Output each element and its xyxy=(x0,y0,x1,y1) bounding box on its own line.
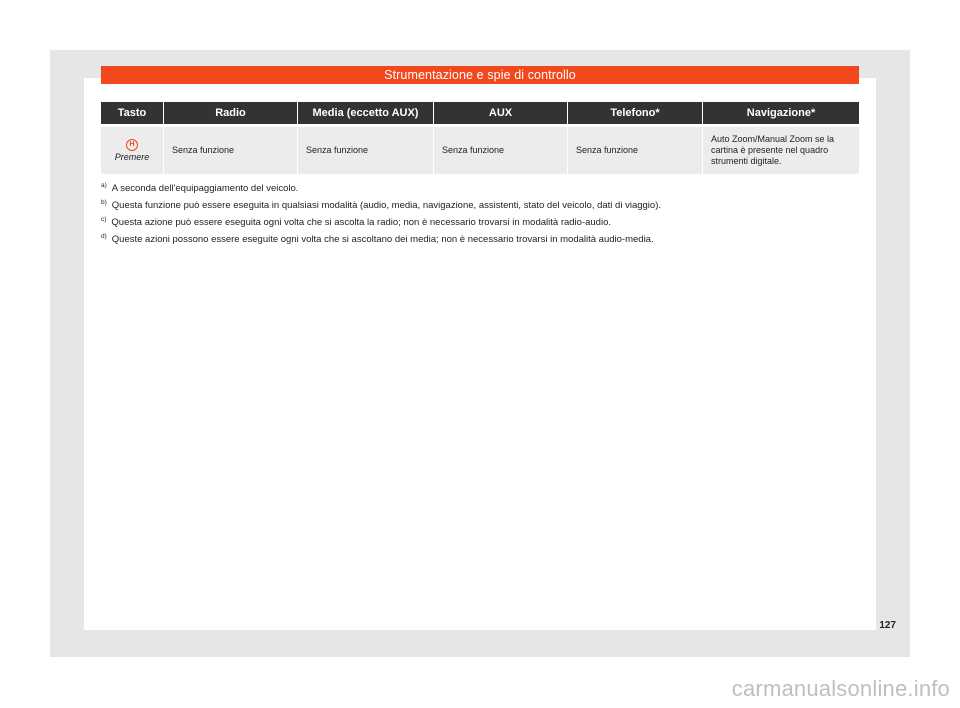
column-header-radio: Radio xyxy=(164,102,298,124)
cell-media: Senza funzione xyxy=(298,124,434,174)
column-header-telefono: Telefono* xyxy=(568,102,703,124)
table-header-row xyxy=(101,102,859,124)
h-button-icon: H xyxy=(126,139,138,151)
cell-radio: Senza funzione xyxy=(164,124,298,174)
footnote-mark: d) xyxy=(101,233,107,240)
key-action-label: Premere xyxy=(114,152,150,162)
column-header-aux: AUX xyxy=(434,102,568,124)
footnotes xyxy=(101,182,861,250)
cell-telefono: Senza funzione xyxy=(568,124,703,174)
section-title: Strumentazione e spie di controllo xyxy=(101,66,859,84)
column-header-media: Media (eccetto AUX) xyxy=(298,102,434,124)
column-header-tasto: Tasto xyxy=(101,102,164,124)
footnote-mark: b) xyxy=(101,199,107,206)
key-cell xyxy=(101,124,164,174)
column-header-navigazione: Navigazione* xyxy=(703,102,859,124)
footnote-text: Questa funzione può essere eseguita in qualsiasi modalità (audio, media, navigazione, assistenti, stato del veicolo, dati di viaggio). xyxy=(111,200,661,211)
footnote-text: A seconda dell'equipaggiamento del veicolo. xyxy=(111,183,299,194)
footnote-text: Queste azioni possono essere eseguite ogni volta che si ascoltano dei media; non è necessario trovarsi in modalità audio-media. xyxy=(111,234,654,245)
footnote-mark: c) xyxy=(101,216,107,223)
page-number: 127 xyxy=(879,620,896,631)
footnote xyxy=(101,216,861,233)
function-table xyxy=(101,102,859,174)
footnote xyxy=(101,233,861,250)
cell-navigazione: Auto Zoom/Manual Zoom se la cartina è presente nel quadro strumenti digitale. xyxy=(703,124,859,174)
footnote xyxy=(101,199,861,216)
footnote-text: Questa azione può essere eseguita ogni volta che si ascolta la radio; non è necessario trovarsi in modalità radio-audio. xyxy=(111,217,611,228)
table-row xyxy=(101,124,859,174)
watermark-link[interactable]: carmanualsonline.info xyxy=(731,676,950,701)
footnote-mark: a) xyxy=(101,182,107,189)
footnote xyxy=(101,182,861,199)
cell-aux: Senza funzione xyxy=(434,124,568,174)
